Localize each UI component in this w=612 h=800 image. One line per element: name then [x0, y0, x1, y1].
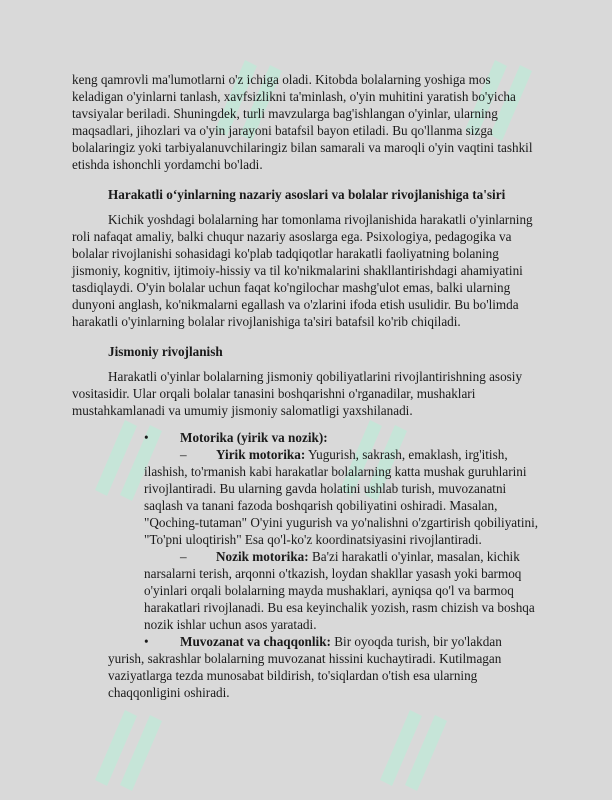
bullet-title: Muvozanat va chaqqonlik:: [180, 634, 331, 649]
document-body: [72, 71, 540, 701]
paragraph-theory: Kichik yoshdagi bolalarning har tomonlama rivojlanishida harakatli o'yinlarning roli nafaqat amaliy, balki chuqur nazariy asoslarga ega. Psixologiya, pedagogika va bolalar rivojlanishi sohasidagi ko'plab tadqiqotlar harakatli faoliyatning bolaning jismoniy, kognitiv, ijtimoiy-hissiy va til ko'nikmalarini shakllantirishdagi ahamiyatini tasdiqlaydi. O'yin bolalar uchun faqat ko'ngilochar mashg'ulot emas, balki ularning dunyoni anglash, ko'nikmalarni egallash va o'zlarini ifoda etish usulidir. Bu bo'limda harakatli o'yinlarning bolalar rivojlanishiga ta'siri batafsil ko'rib chiqiladi.: [72, 212, 533, 329]
bullet-mark: •: [144, 430, 149, 445]
subsection-heading: Jismoniy rivojlanish: [108, 344, 223, 359]
bullet-text: Bir oyoqda turish, bir yo'lakdan yurish, sakrashlar bolalarning muvozanat hissini kuchaytiradi. Kutilmagan vaziyatlarga tezda munosabat bildirish, to'siqlardan o'tish esa ularning chaqqonligini oshiradi.: [108, 634, 502, 700]
bullet-item-muvozanat: [72, 633, 540, 701]
section-heading: Harakatli o‘yinlarning nazariy asoslari va bolalar rivojlanishiga ta'siri: [108, 187, 506, 202]
sub-item-text: Ba'zi harakatli o'yinlar, masalan, kichik narsalarni terish, arqonni o'tkazish, loydan shakllar yasash yoki barmoq o'yinlari orqali bolalarning mayda mushaklari, ayniqsa qo'l va barmoq harakatlari rivojlanadi. Bu esa keyinchalik yozish, rasm chizish va boshqa nozik ishlar uchun asos yaratadi.: [144, 549, 535, 632]
watermark-logo: [75, 690, 185, 800]
dash-mark: –: [180, 447, 187, 462]
sub-item-nozik: [72, 548, 540, 633]
sub-item-title: Nozik motorika:: [216, 549, 309, 564]
bullet-item-motorika: [72, 429, 540, 446]
bullet-mark: •: [144, 634, 149, 649]
sub-item-yirik: [72, 446, 540, 548]
sub-item-title: Yirik motorika:: [216, 447, 306, 462]
watermark-logo: [360, 690, 470, 800]
paragraph-intro: keng qamrovli ma'lumotlarni o'z ichiga oladi. Kitobda bolalarning yoshiga mos keladigan o'yinlarni tanlash, xavfsizlikni ta'minlash, o'yin muhitini yaratish bo'yicha tavsiyalar beriladi. Shuningdek, turli mavzularga bag'ishlangan o'yinlar, ularning maqsadlari, jihozlari va o'yin jarayoni batafsil bayon etiladi. Bu qo'llanma sizga bolalaringiz yoki tarbiyalanuvchilaringiz bilan samarali va maroqli o'yin vaqtini tashkil etishda ishonchli yordamchi bo'ladi.: [72, 72, 533, 172]
dash-mark: –: [180, 549, 187, 564]
paragraph-physical: Harakatli o'yinlar bolalarning jismoniy qobiliyatlarini rivojlantirishning asosiy vositasidir. Ular orqali bolalar tanasini boshqarishni o'rganadilar, mushaklari mustahkamlanadi va umumiy jismoniy salomatligi yaxshilanadi.: [72, 369, 523, 418]
sub-item-text: Yugurish, sakrash, emaklash, irg'itish, ilashish, to'rmanish kabi harakatlar bolalarning katta mushak guruhlarini rivojlantiradi. Bu ularning gavda holatini ushlab turish, muvozanatni saqlash va tanani fazoda boshqarish qobiliyatini oshiradi. Masalan, "Qoching-tutaman" O'yini yugurish va yo'nalishni o'zgartirish qobiliyatini, "To'pni uloqtirish" Esa qo'l-ko'z koordinatsiyasini rivojlantiradi.: [144, 447, 539, 547]
bullet-title: Motorika (yirik va nozik):: [180, 430, 328, 445]
